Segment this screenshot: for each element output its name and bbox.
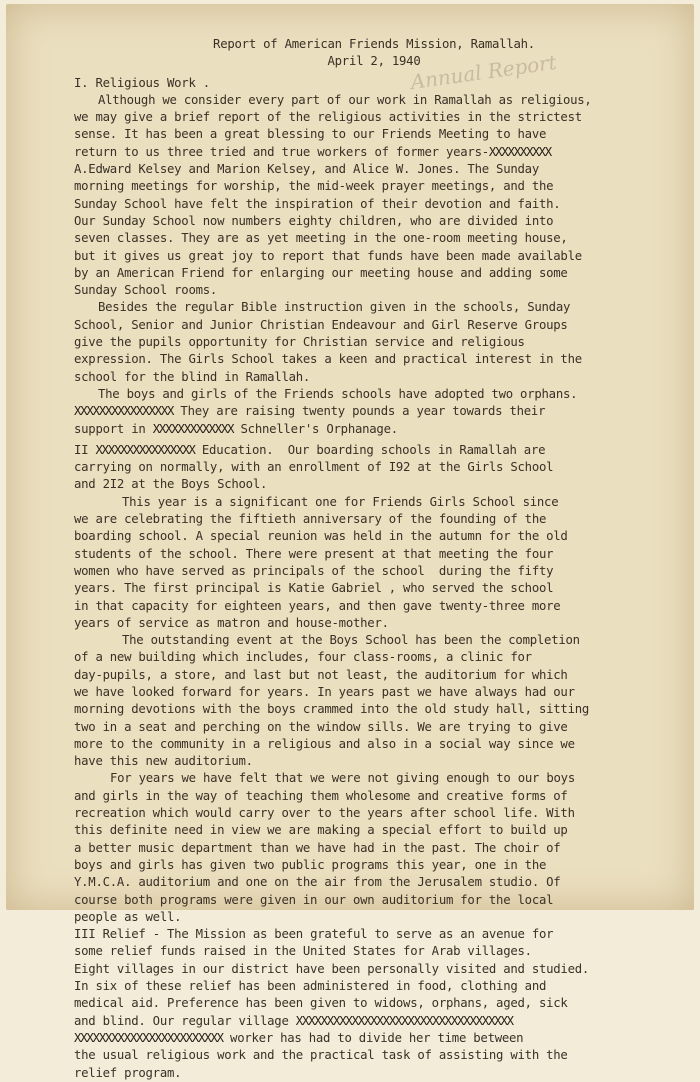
text-line: school for the blind in Ramallah. — [74, 369, 311, 384]
strikeout-text: XXXXXXXXXXXXXXXXXXXXXXXX — [74, 1030, 223, 1045]
text-line — [74, 1030, 674, 1047]
text-line: Y.M.C.A. auditorium and one on the air from the Jerusalem studio. Of — [74, 875, 561, 890]
text-line: Sunday School rooms. — [74, 283, 218, 298]
text-line: relief program. — [74, 1065, 182, 1080]
text-line: School, Senior and Junior Christian Endeavour and Girl Reserve Groups — [74, 317, 568, 332]
text-line: morning meetings for worship, the mid-week prayer meetings, and the — [74, 179, 554, 194]
text-segment: They are raising twenty pounds a year towards their — [180, 404, 546, 419]
strikeout-text: XXXXXXXXXX — [488, 144, 551, 159]
text-segment: return to us three tried and true workers of former years- — [74, 144, 489, 159]
text-line: two in a seat and perching on the window sills. We are trying to give — [74, 719, 568, 734]
text-line: The boys and girls of the Friends schools have adopted two orphans. — [98, 386, 578, 401]
text-line: Besides the regular Bible instruction given in the schools, Sunday — [98, 300, 571, 315]
text-line: women who have served as principals of the school during the fifty — [74, 563, 554, 578]
text-line: boys and girls has given two public programs this year, one in the — [74, 857, 547, 872]
text-line: we are celebrating the fiftieth anniversary of the founding of the — [74, 512, 547, 527]
text-line: morning devotions with the boys crammed into the old study hall, sitting — [74, 702, 590, 717]
text-line: course both programs were given in our own auditorium for the local — [74, 892, 554, 907]
text-line: and 2I2 at the Boys School. — [74, 477, 268, 492]
text-line: The outstanding event at the Boys School has been the completion — [122, 633, 580, 648]
section-heading-relief — [74, 926, 674, 943]
text-line: Sunday School have felt the inspiration of their devotion and faith. — [74, 196, 561, 211]
text-line: more to the community in a religious and also in a social way since we — [74, 736, 575, 751]
strikeout-text: XXXXXXXXXXXXXXXX — [74, 404, 174, 419]
text-line: a better music department than we have had in the past. The choir of — [74, 840, 561, 855]
heading-number: II — [74, 442, 89, 457]
text-line — [74, 144, 674, 161]
text-line: recreation which would carry over to the years after school life. With — [74, 806, 575, 821]
text-segment: worker has had to divide her time between — [230, 1030, 524, 1045]
pencil-annotation: Annual Report — [409, 49, 559, 95]
text-line: carrying on normally, with an enrollment of I92 at the Girls School — [74, 460, 554, 475]
text-line: seven classes. They are as yet meeting in the one-room meeting house, — [74, 231, 568, 246]
text-line: students of the school. There were present at that meeting the four — [74, 546, 554, 561]
text-line: give the pupils opportunity for Christian service and religious — [74, 335, 525, 350]
report-title: Report of American Friends Mission, Ramallah. — [213, 37, 535, 51]
text-line: the usual religious work and the practical task of assisting with the — [74, 1048, 568, 1063]
text-line: Eight villages in our district have been personally visited and studied. — [74, 961, 590, 976]
text-line — [74, 1013, 674, 1030]
text-segment: and blind. Our regular village — [74, 1013, 289, 1028]
text-line: by an American Friend for enlarging our meeting house and adding some — [74, 265, 568, 280]
text-line: in that capacity for eighteen years, and then gave twenty-three more — [74, 598, 561, 613]
text-line: day-pupils, a store, and last but not least, the auditorium for which — [74, 667, 568, 682]
text-segment: Education. Our boarding schools in Ramallah are — [201, 442, 546, 457]
text-segment: support in — [74, 421, 146, 436]
strikeout-text: XXXXXXXXXXXXX — [152, 421, 234, 436]
text-line: have this new auditorium. — [74, 754, 253, 769]
text-line: years of service as matron and house-mother. — [74, 615, 389, 630]
text-segment: Schneller's Orphanage. — [240, 421, 398, 436]
text-line: but it gives us great joy to report that funds have been made available — [74, 248, 582, 263]
text-line: some relief funds raised in the United States for Arab villages. — [74, 944, 532, 959]
text-line: we have looked forward for years. In years past we have always had our — [74, 684, 575, 699]
text-line: medical aid. Preference has been given to widows, orphans, aged, sick — [74, 996, 568, 1011]
strikeout-text: XXXXXXXXXXXXXXXXXXXXXXXXXXXXXXXXXXX — [295, 1013, 513, 1028]
text-line: For years we have felt that we were not giving enough to our boys — [110, 771, 575, 786]
text-segment: - The Mission as been grateful to serve as an avenue for — [152, 927, 554, 942]
text-line: people as well. — [74, 909, 182, 924]
text-line: boarding school. A special reunion was held in the autumn for the old — [74, 529, 568, 544]
text-line — [74, 421, 674, 438]
heading-label: III Relief — [74, 927, 146, 942]
typed-report — [74, 36, 674, 1082]
text-line: we may give a brief report of the religious activities in the strictest — [74, 110, 582, 125]
text-line: expression. The Girls School takes a keen and practical interest in the — [74, 352, 582, 367]
text-line: In six of these relief has been administered in food, clothing and — [74, 979, 547, 994]
text-line: sense. It has been a great blessing to our Friends Meeting to have — [74, 127, 547, 142]
text-line: of a new building which includes, four class-rooms, a clinic for — [74, 650, 532, 665]
text-line: this definite need in view we are making a special effort to build up — [74, 823, 568, 838]
text-line: This year is a significant one for Friends Girls School since — [122, 494, 559, 509]
text-line: and girls in the way of teaching them wholesome and creative forms of — [74, 788, 568, 803]
section-heading-religious: I. Religious Work . — [74, 75, 210, 90]
report-date: April 2, 1940 — [327, 54, 421, 69]
text-line: A.Edward Kelsey and Marion Kelsey, and Alice W. Jones. The Sunday — [74, 162, 539, 177]
section-heading-education — [74, 442, 674, 459]
text-line: years. The first principal is Katie Gabriel , who served the school — [74, 581, 554, 596]
text-line — [74, 403, 674, 420]
text-line: Although we consider every part of our work in Ramallah as religious, — [98, 92, 592, 107]
text-line: Our Sunday School now numbers eighty children, who are divided into — [74, 213, 554, 228]
strikeout-text: XXXXXXXXXXXXXXXX — [95, 442, 195, 457]
